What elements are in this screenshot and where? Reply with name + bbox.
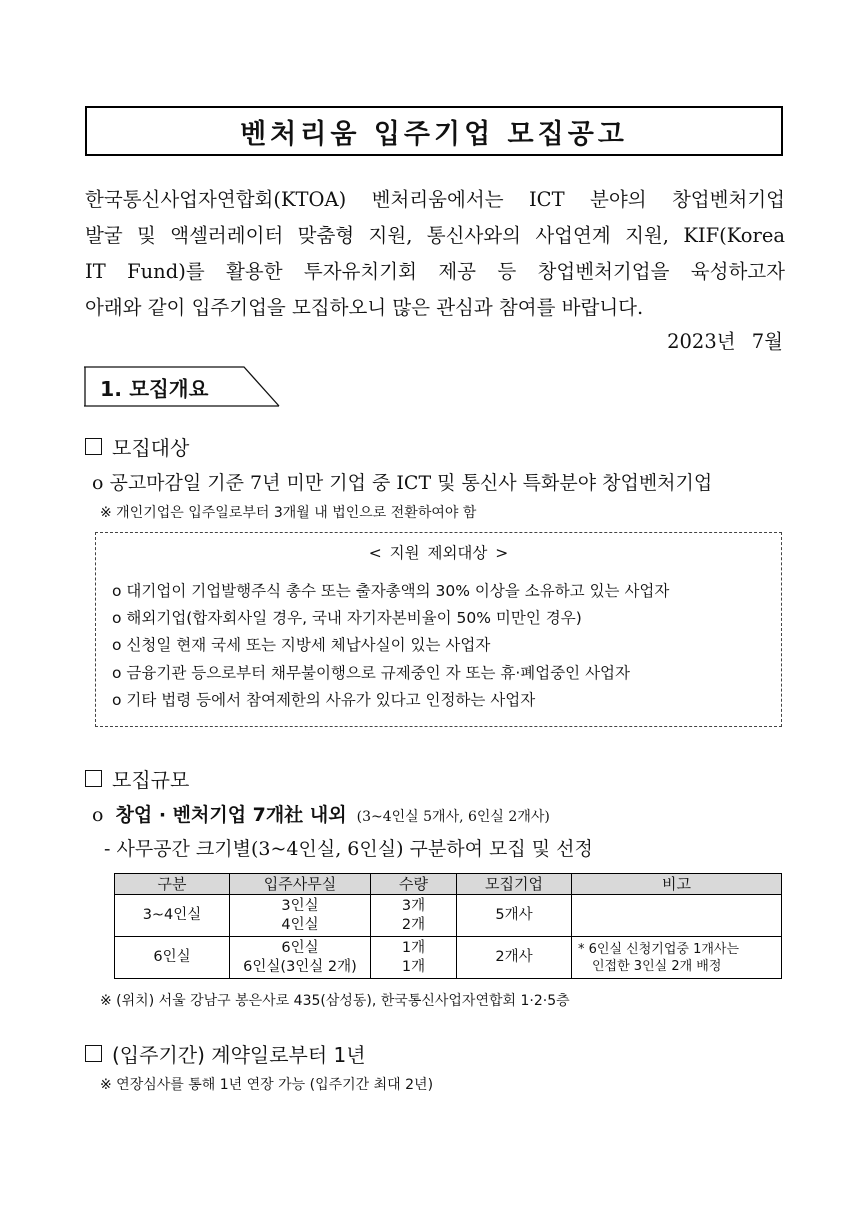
exclusion-box [95,532,782,727]
intro-line-3: IT Fund)를 활용한 투자유치기회 제공 등 창업벤처기업을 육성하고자 [85,260,785,283]
table-row [115,895,782,937]
period-heading-text: (입주기간) 계약일로부터 1년 [112,1043,366,1067]
exclusion-item: o 해외기업(합자회사일 경우, 국내 자기자본비율이 50% 미만인 경우) [112,609,582,627]
exclusion-item: o 신청일 현재 국세 또는 지방세 체납사실이 있는 사업자 [112,636,491,654]
exclusion-title: < 지원 제외대상 > [368,544,509,562]
table-cell-companies: 5개사 [457,895,572,937]
qty-line: 1개 [401,939,426,956]
office-line: 6인실(3인실 2개) [243,958,357,975]
target-bullet: o 공고마감일 기준 7년 미만 기업 중 ICT 및 통신사 특화분야 창업벤처기업 [92,472,713,494]
table-row [115,937,782,979]
target-heading-text: 모집대상 [112,436,190,460]
intro-line-1: 한국통신사업자연합회(KTOA) 벤처리움에서는 ICT 분야의 창업벤처기업 [85,188,785,211]
period-note: ※ 연장심사를 통해 1년 연장 가능 (입주기간 최대 2년) [100,1077,434,1093]
table-header: 수량 [371,874,457,895]
qty-line: 3개 [401,897,426,914]
section-1-title: 1. 모집개요 [100,377,209,401]
scale-bullet-main: 창업 · 벤처기업 7개社 내외 [115,804,347,826]
exclusion-item: o 기타 법령 등에서 참여제한의 사유가 있다고 인정하는 사업자 [112,691,536,709]
intro-line-2: 발굴 및 액셀러레이터 맞춤형 지원, 통신사와의 사업연계 지원, KIF(Korea [85,224,785,247]
page-title: 벤처리움 입주기업 모집공고 [240,118,628,150]
scale-heading [85,764,189,793]
scale-bullet [92,800,550,827]
table-header: 비고 [572,874,782,895]
title-box [85,106,783,156]
scale-heading-text: 모집규모 [112,768,190,792]
checkbox-square-icon [85,1045,102,1062]
exclusion-item: o 금융기관 등으로부터 채무불이행으로 규제중인 자 또는 휴·폐업중인 사업자 [112,664,630,682]
scale-bullet-sub: (3~4인실 5개사, 6인실 2개사) [356,809,550,825]
remark-line: * 6인실 신청기업중 1개사는 [578,941,740,957]
table-cell-remark [572,937,782,979]
table-header: 구분 [115,874,230,895]
table-cell-offices [230,937,371,979]
qty-line: 1개 [401,958,426,975]
qty-line: 2개 [401,916,426,933]
office-line: 3인실 [281,897,319,914]
scale-dash-line: - 사무공간 크기별(3~4인실, 6인실) 구분하여 모집 및 선정 [104,838,593,860]
target-heading [85,432,189,461]
table-cell-companies: 2개사 [457,937,572,979]
table-header-row [115,874,782,895]
table-header: 입주사무실 [230,874,371,895]
table-cell-qty [371,937,457,979]
remark-line: 인접한 3인실 2개 배정 [592,958,722,974]
table-cell-qty [371,895,457,937]
bullet-marker: o [92,804,104,826]
table-cell-offices [230,895,371,937]
office-line: 4인실 [281,916,319,933]
recruitment-table [114,873,782,979]
target-note: ※ 개인기업은 입주일로부터 3개월 내 법인으로 전환하여야 함 [100,505,477,521]
table-cell-type: 6인실 [115,937,230,979]
exclusion-item: o 대기업이 기업발행주식 총수 또는 출자총액의 30% 이상을 소유하고 있는 사업자 [112,582,670,600]
intro-line-4: 아래와 같이 입주기업을 모집하오니 많은 관심과 참여를 바랍니다. [85,296,644,319]
table-cell-remark [572,895,782,937]
announcement-date: 2023년 7월 [667,330,783,353]
location-note: ※ (위치) 서울 강남구 봉은사로 435(삼성동), 한국통신사업자연합회 1·2·5층 [100,993,570,1009]
period-heading [85,1039,366,1068]
checkbox-square-icon [85,438,102,455]
table-cell-type: 3~4인실 [115,895,230,937]
checkbox-square-icon [85,770,102,787]
office-line: 6인실 [281,939,319,956]
table-header: 모집기업 [457,874,572,895]
